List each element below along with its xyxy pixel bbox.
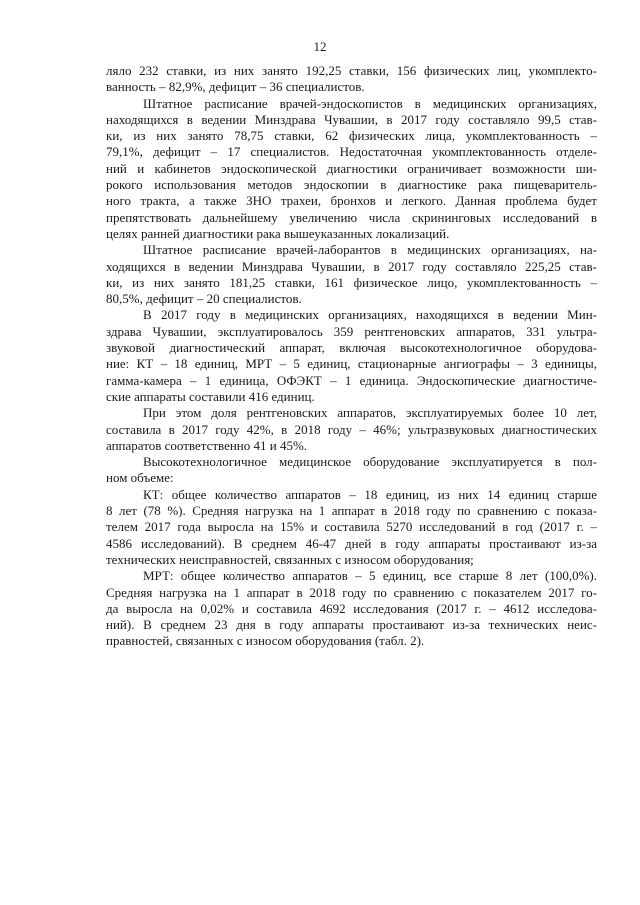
text-line: гамма-камера – 1 единица, ОФЭКТ – 1 единица. Эндоскопические диагностиче- [106, 372, 597, 388]
text-line: да выросла на 0,02% и составила 4692 исследования (2017 г. – 4612 исследова- [106, 600, 597, 616]
paragraph [106, 242, 597, 307]
text-line: ние: КТ – 18 единиц, МРТ – 5 единиц, стационарные ангиографы – 3 единицы, [106, 356, 597, 372]
page-number: 12 [313, 39, 327, 54]
text-line: 4586 исследований). В среднем 46-47 дней в году аппараты простаивают из-за [106, 535, 597, 551]
paragraph [106, 568, 597, 649]
text-line: ходящихся в ведении Минздрава Чувашии, в 2017 году составляло 225,25 став- [106, 258, 597, 274]
text-line: 80,5%, дефицит – 20 специалистов. [106, 291, 302, 307]
document-body [106, 63, 597, 650]
text-line: ские аппараты составили 416 единиц. [106, 388, 315, 404]
text-line: ляло 232 ставки, из них занято 192,25 ставки, 156 физических лиц, укомплекто- [106, 63, 597, 78]
text-line: правностей, связанных с износом оборудования (табл. 2). [106, 633, 425, 649]
paragraph [106, 63, 597, 96]
text-line: Штатное расписание врачей-эндоскопистов в медицинских организациях, [143, 95, 597, 111]
text-line: ного тракта, а также ЗНО трахеи, бронхов и легкого. Данная проблема будет [106, 193, 597, 209]
paragraph [106, 96, 597, 243]
paragraph [106, 405, 597, 454]
paragraph [106, 454, 597, 487]
text-line: Штатное расписание врачей-лаборантов в медицинских организациях, на- [143, 242, 597, 258]
text-line: КТ: общее количество аппаратов – 18 единиц, из них 14 единиц старше [143, 486, 597, 502]
text-line: ки, из них занято 78,75 ставки, 62 физических лица, укомплектованность – [106, 128, 597, 144]
paragraph [106, 307, 597, 405]
text-line: здрава Чувашии, эксплуатировалось 359 рентгеновских аппаратов, 331 ультра- [106, 323, 597, 339]
text-line: препятствовать дальнейшему увеличению числа скрининговых исследований в [106, 209, 597, 225]
text-line: рокого использования методов эндоскопии в диагностике рака пищеваритель- [106, 177, 597, 193]
text-line: Высокотехнологичное медицинское оборудование эксплуатируется в пол- [143, 454, 597, 470]
text-line: целях ранней диагностики рака вышеуказанных локализаций. [106, 225, 450, 241]
text-line: технических неисправностей, связанных с износом оборудования; [106, 551, 474, 567]
text-line: Средняя нагрузка на 1 аппарат в 2018 году по сравнению с показателем 2017 го- [106, 584, 597, 600]
text-line: ванность – 82,9%, дефицит – 36 специалистов. [106, 79, 365, 95]
text-line: составила в 2017 году 42%, в 2018 году – 46%; ультразвуковых диагностических [106, 421, 597, 437]
text-line: МРТ: общее количество аппаратов – 5 единиц, все старше 8 лет (100,0%). [143, 568, 597, 584]
text-line: ки, из них занято 181,25 ставки, 161 физическое лицо, укомплектованность – [106, 274, 597, 290]
text-line: ном объеме: [106, 470, 174, 486]
paragraph [106, 487, 597, 568]
text-line: 8 лет (78 %). Средняя нагрузка на 1 аппарат в 2018 году по сравнению с показа- [106, 503, 597, 519]
text-line: При этом доля рентгеновских аппаратов, эксплуатируемых более 10 лет, [143, 405, 597, 421]
text-line: ний). В среднем 23 дня в году аппараты простаивают из-за технических неис- [106, 617, 597, 633]
text-line: В 2017 году в медицинских организациях, находящихся в ведении Мин- [143, 307, 597, 323]
text-line: находящихся в ведении Минздрава Чувашии, в 2017 году составляло 99,5 став- [106, 111, 597, 127]
text-line: аппаратов соответственно 41 и 45%. [106, 437, 308, 453]
text-line: телем 2017 года выросла на 15% и составила 5270 исследований в год (2017 г. – [106, 519, 597, 535]
text-line: 79,1%, дефицит – 17 специалистов. Недостаточная укомплектованность отделе- [106, 144, 597, 160]
text-line: звуковой диагностический аппарат, включая высокотехнологичное оборудова- [106, 340, 597, 356]
text-line: ний и кабинетов эндоскопической диагностики ограничивает возможности ши- [106, 160, 597, 176]
